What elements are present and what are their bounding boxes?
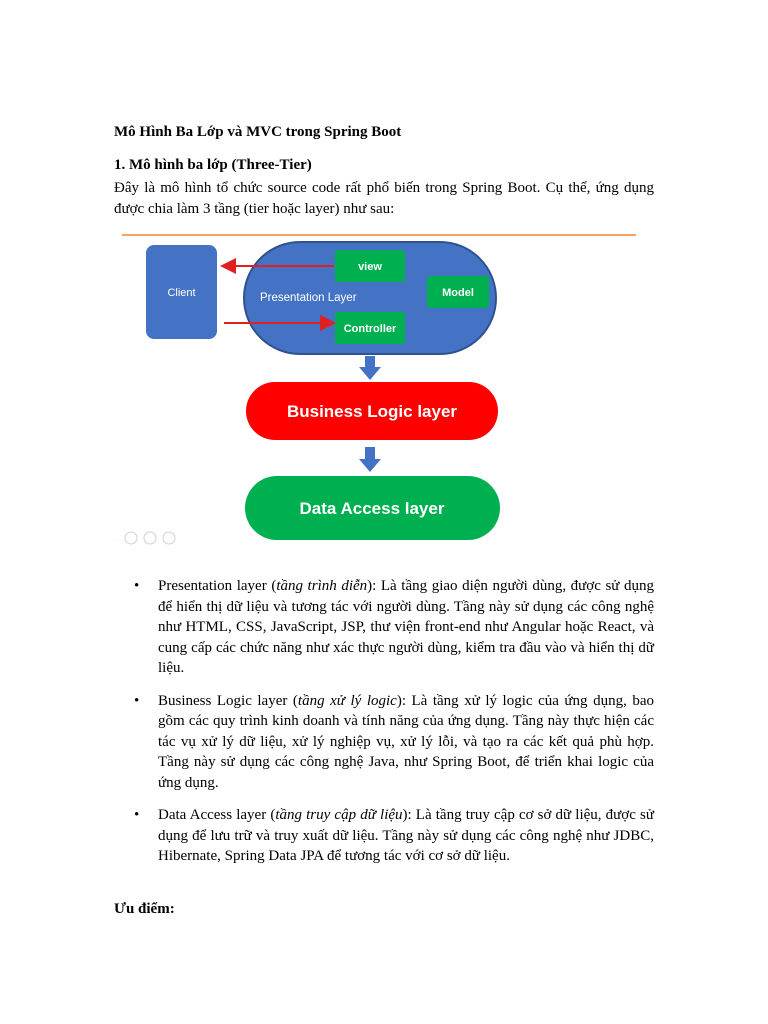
down-arrow-1-icon	[359, 367, 381, 380]
viewer-zoom-icon	[144, 532, 156, 544]
bullet-description: : Là tầng giao diện người dùng, được sử dụng để hiển thị dữ liệu và tương tác với người dùng. Tầng này sử dụng các công nghệ như HTML, CSS, JavaScript, JSP, thư viện front-end như Angular hoặc React, và cung cấp các chức năng như xác thực người dùng, kiểm tra đầu vào và hiển thị dữ liệu.	[158, 578, 654, 676]
bullet-term-vi: tầng trình diễn	[276, 578, 368, 594]
viewer-dot-icon: ·	[114, 535, 117, 544]
bullet-term: Data Access layer	[158, 807, 267, 823]
document-title: Mô Hình Ba Lớp và MVC trong Spring Boot	[114, 124, 402, 140]
bullet-term: Business Logic layer	[158, 692, 288, 709]
down-arrow-2-icon	[359, 459, 381, 472]
section-heading: 1. Mô hình ba lớp (Three-Tier)	[114, 157, 312, 173]
bullet-description: : Là tầng truy cập cơ sở dữ liệu, được sử dụng để lưu trữ và truy xuất dữ liệu. Tầng này sử dụng các công nghệ như JDBC, Hibernate, Spring Data JPA để tương tác với cơ sở dữ liệu.	[158, 807, 654, 864]
viewer-search-icon	[125, 532, 137, 544]
bullet-presentation-layer: • Presentation layer (tầng trình diễn): Là tầng giao diện người dùng, được sử dụng để hiển thị dữ liệu và tương tác với người dùng. Tầng này sử dụng các công nghệ như HTML, CSS, JavaScript, JSP, thư viện front-end như Angular hoặc React, và cung cấp các chức năng như xác thực người dùng, kiểm tra đầu vào và hiển thị dữ liệu.	[134, 578, 654, 676]
bullet-term-vi: tầng xử lý logic	[297, 692, 397, 709]
down-arrow-2-shaft	[365, 447, 375, 461]
intro-paragraph: Đây là mô hình tổ chức source code rất phổ biến trong Spring Boot. Cụ thể, ứng dụng được chia làm 3 tầng (tier hoặc layer) như sau:	[114, 180, 654, 217]
controller-label: Controller	[343, 323, 397, 335]
bullet-dot-icon: •	[134, 807, 140, 823]
bullet-business-logic-layer: • Business Logic layer (tầng xử lý logic): Là tầng xử lý logic của ứng dụng, bao gồm các quy trình kinh doanh và tính năng của ứng dụng. Tầng này thực hiện các tác vụ xử lý dữ liệu, xử lý nghiệp vụ, xử lý lỗi, và tạo ra các kết quả phù hợp. Tầng này sử dụng các công nghệ Java, như Spring Boot, để triển khai logic của ứng dụng.	[134, 692, 655, 791]
bullet-dot-icon: •	[134, 578, 140, 594]
presentation-layer-label: Presentation Layer	[260, 292, 357, 304]
layer-bullet-list	[114, 576, 654, 879]
bullet-term: Presentation layer	[158, 578, 267, 594]
data-access-label: Data Access layer	[299, 499, 445, 518]
down-arrow-1-shaft	[365, 356, 375, 368]
bullet-term-vi: tầng truy cập dữ liệu	[275, 807, 403, 823]
client-label: Client	[167, 287, 196, 299]
advantages-heading: Ưu điểm:	[114, 901, 175, 917]
three-tier-diagram	[114, 230, 654, 550]
viewer-toolbar	[114, 532, 175, 544]
viewer-more-icon	[163, 532, 175, 544]
bullet-description: : Là tầng xử lý logic của ứng dụng, bao gồm các quy trình kinh doanh và tính năng của ứng dụng. Tầng này thực hiện các tác vụ xử lý dữ liệu, xử lý nghiệp vụ, xử lý lỗi, và tạo ra các kết quả phù hợp. Tầng này sử dụng các công nghệ Java, như Spring Boot, để triển khai logic của ứng dụng.	[158, 692, 655, 791]
view-label: view	[358, 261, 382, 273]
model-label: Model	[442, 287, 474, 299]
diagram-svg	[114, 230, 654, 550]
bullet-data-access-layer: • Data Access layer (tầng truy cập dữ liệu): Là tầng truy cập cơ sở dữ liệu, được sử dụng để lưu trữ và truy xuất dữ liệu. Tầng này sử dụng các công nghệ như JDBC, Hibernate, Spring Data JPA để tương tác với cơ sở dữ liệu.	[134, 807, 654, 864]
business-logic-label: Business Logic layer	[286, 402, 458, 421]
bullet-dot-icon: •	[134, 692, 140, 709]
